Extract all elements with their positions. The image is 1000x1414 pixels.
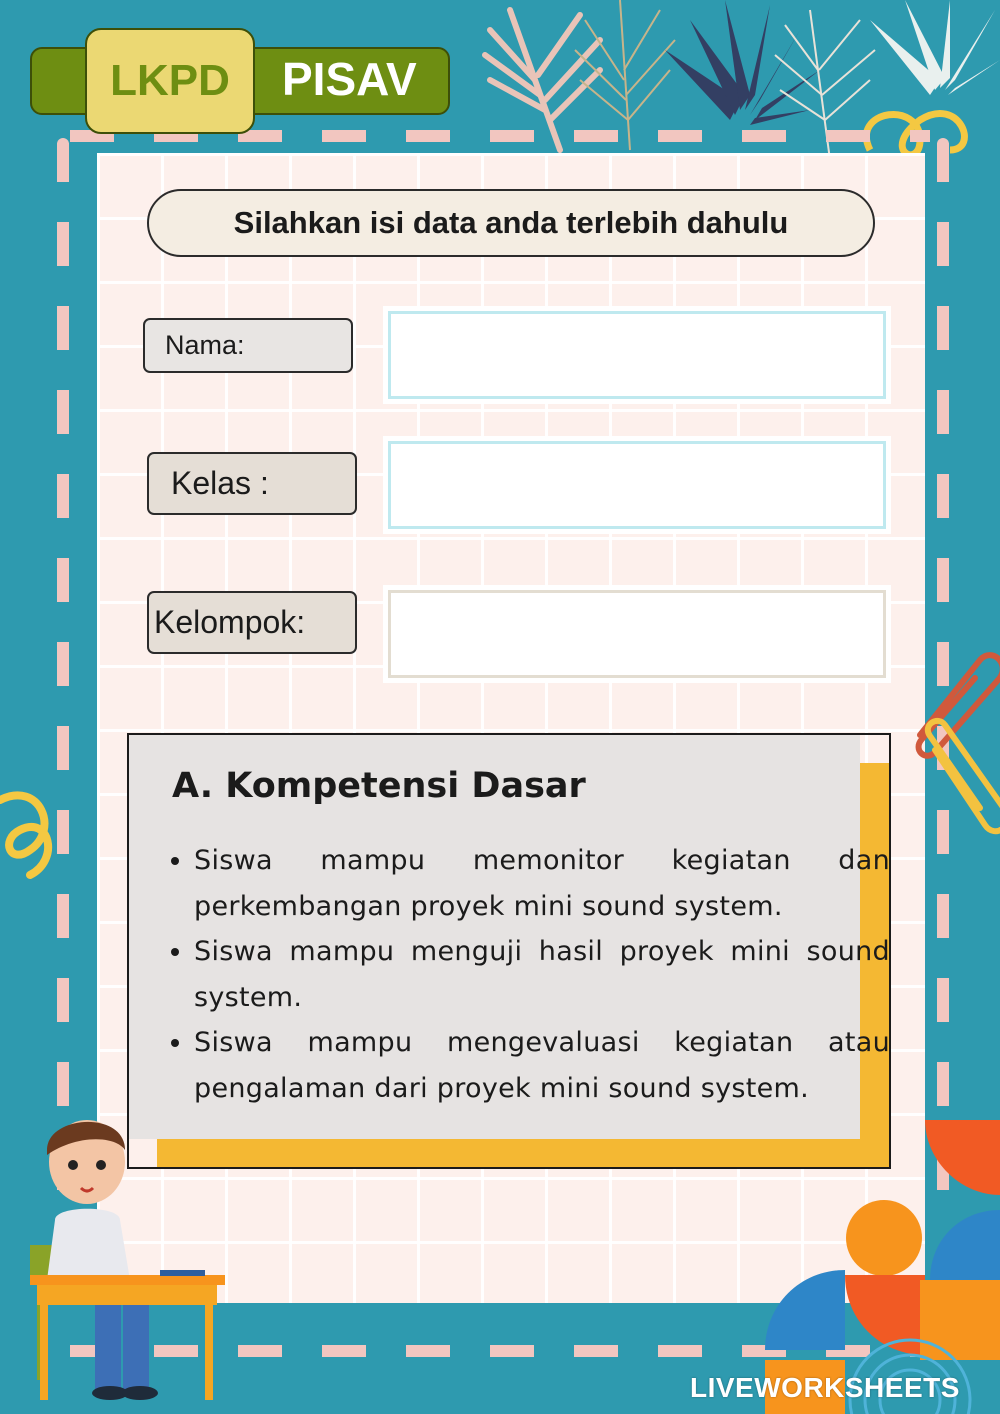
- kelas-input[interactable]: [388, 441, 886, 529]
- liveworksheets-watermark: LIVEWORKSHEETS: [690, 1372, 960, 1403]
- kelompok-label: Kelompok:: [147, 591, 357, 654]
- nama-input[interactable]: [388, 311, 886, 399]
- student-illustration: [25, 1110, 235, 1410]
- instruction-banner: Silahkan isi data anda terlebih dahulu: [147, 189, 875, 257]
- competency-list: [160, 838, 890, 1111]
- competency-item: • Siswa mampu memonitor kegiatan dan perkembangan proyek mini sound system.: [194, 838, 890, 929]
- left-dashed-border: [57, 138, 69, 1218]
- header-title: PISAV: [282, 53, 417, 105]
- lkpd-tag: LKPD: [85, 28, 255, 134]
- kelompok-input[interactable]: [388, 590, 886, 678]
- competency-item: • Siswa mampu mengevaluasi kegiatan atau pengalaman dari proyek mini sound system.: [194, 1020, 890, 1111]
- nama-label: Nama:: [143, 318, 353, 373]
- geometric-decoration: [760, 1120, 1000, 1414]
- paperclip-icon: [900, 640, 1000, 840]
- kelas-label: Kelas :: [147, 452, 357, 515]
- competency-item: • Siswa mampu menguji hasil proyek mini sound system.: [194, 929, 890, 1020]
- competency-heading: A. Kompetensi Dasar: [172, 766, 586, 806]
- swirl-decoration: [0, 760, 70, 880]
